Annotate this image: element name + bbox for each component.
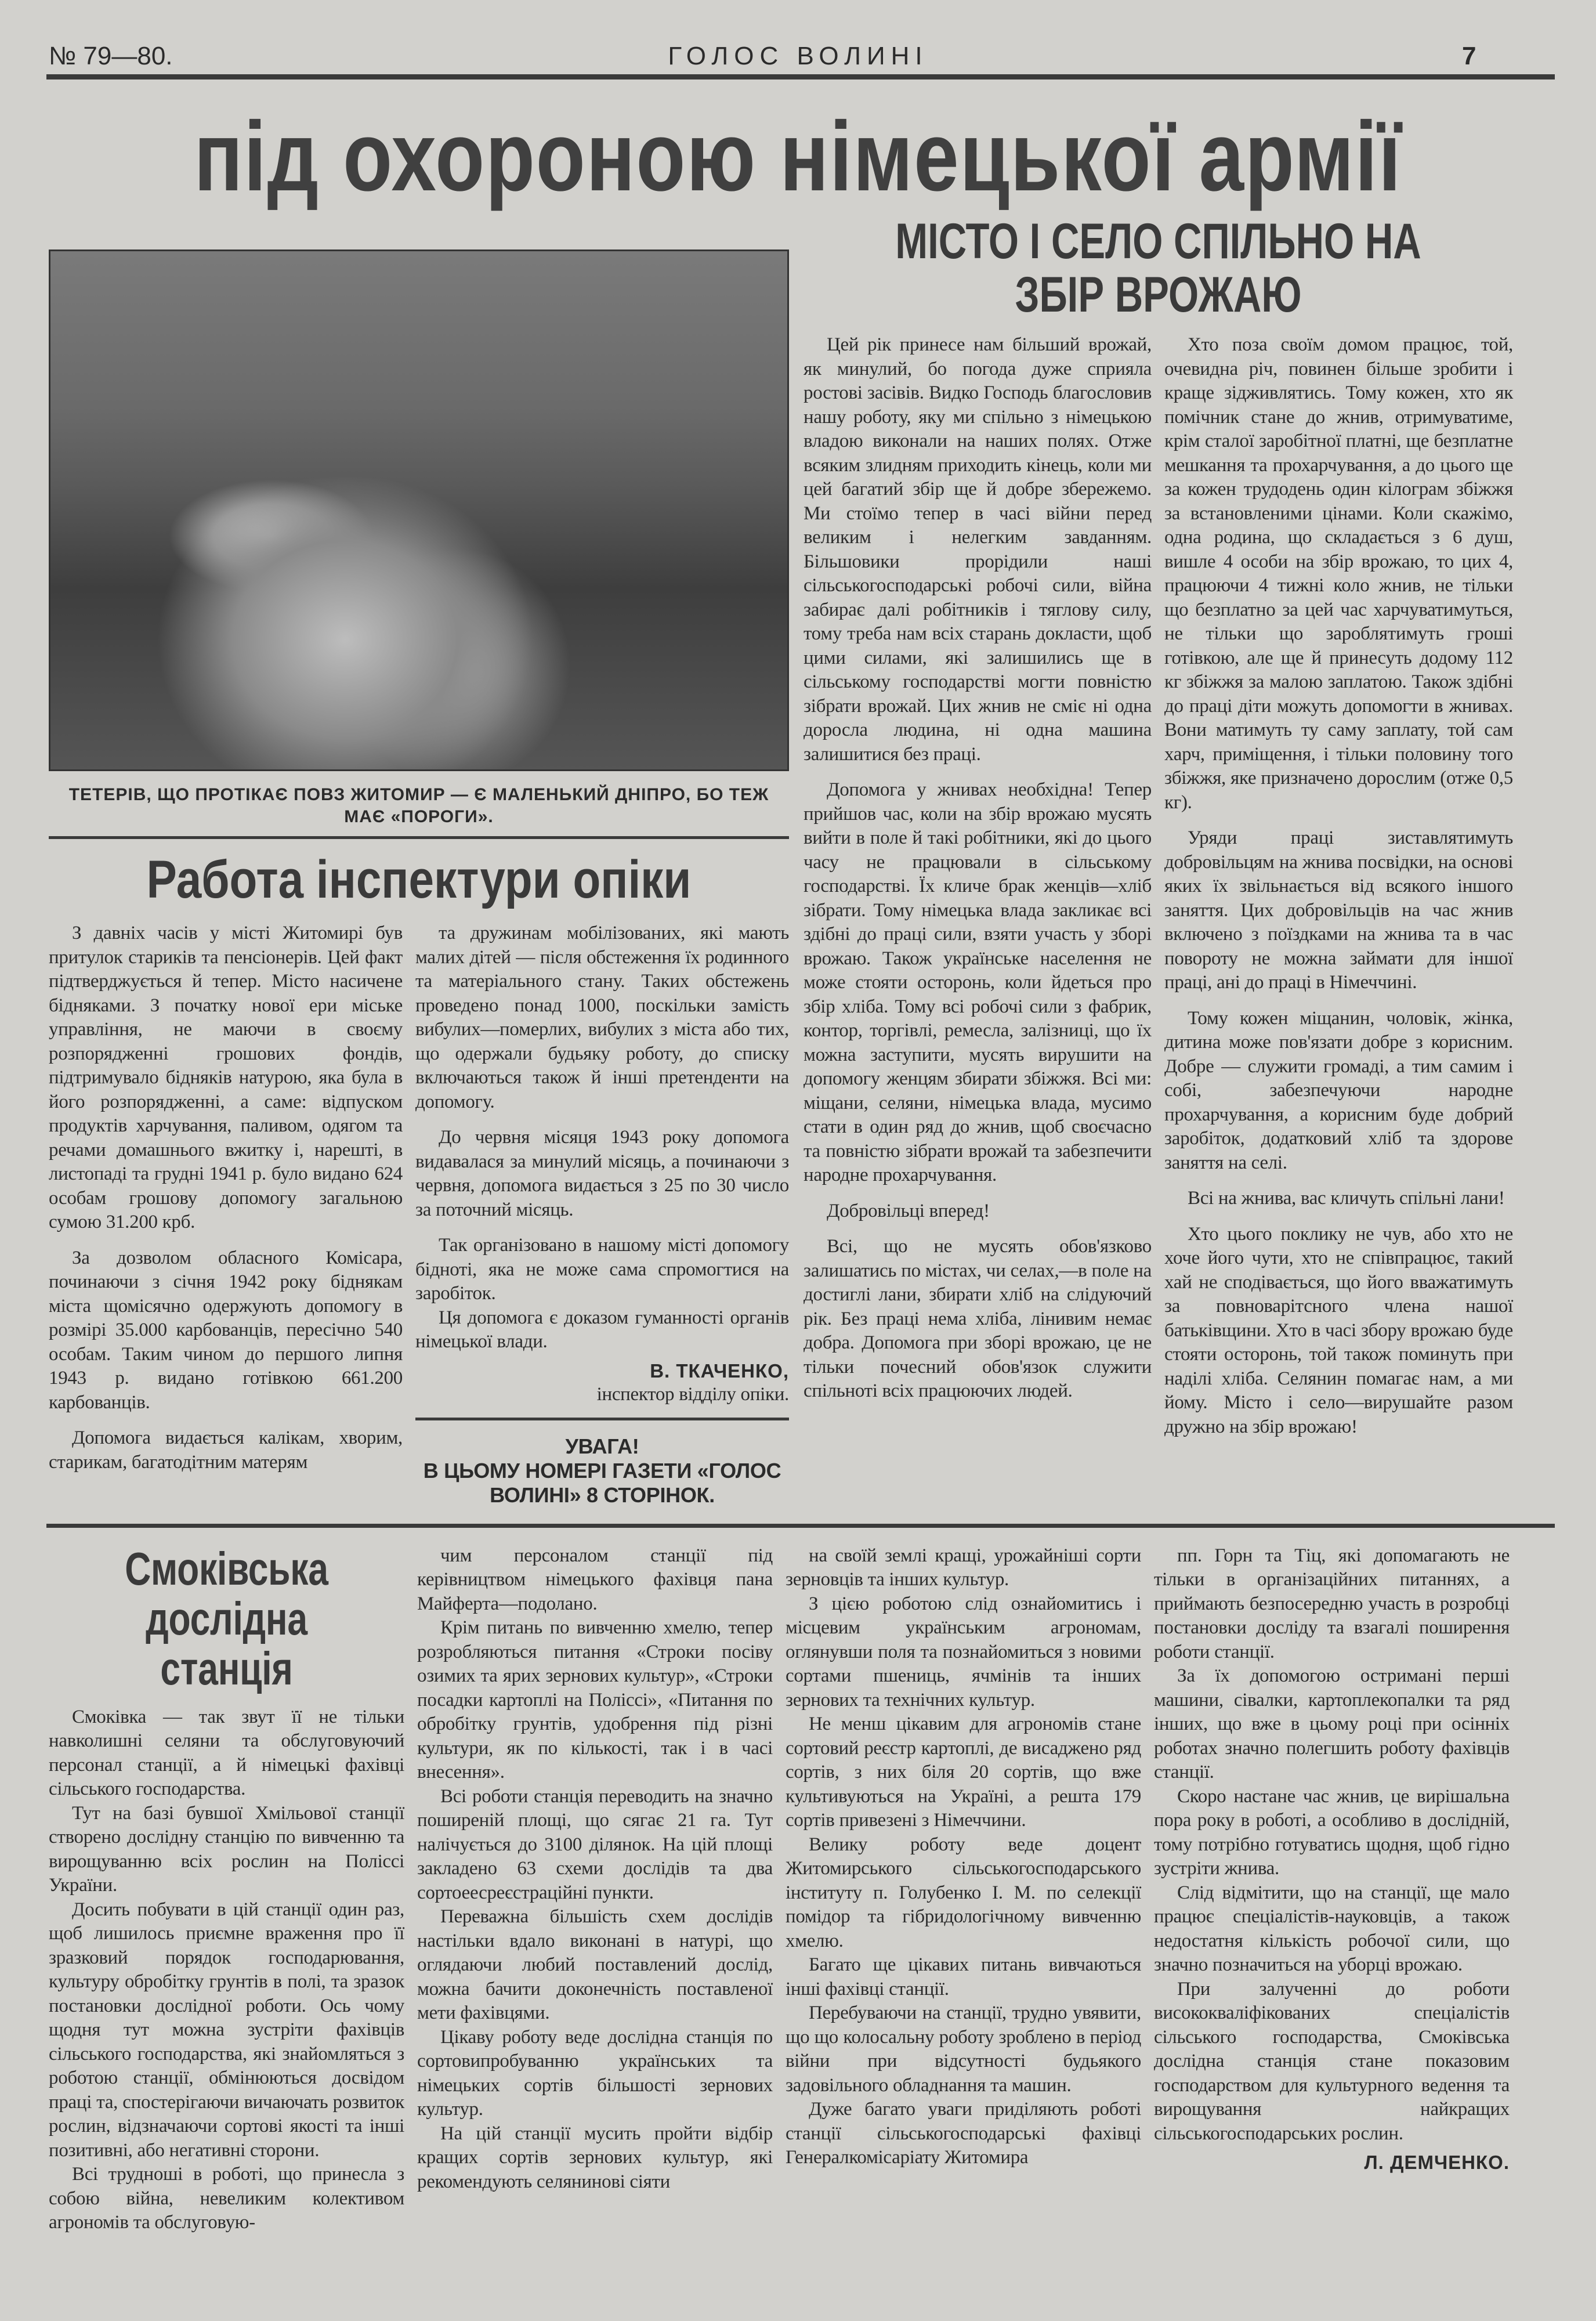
paragraph: чим персоналом станції під керівництвом німецького фахівця пана Майферта—подолано. — [417, 1545, 773, 1614]
page-number: 7 — [1462, 42, 1476, 70]
paragraph: Хто цього поклику не чув, або хто не хоче його чути, хто не співпрацює, такий хай не сподівається, що його вважатимуть за повноварітсного члена нашої батьківщини. Хто в часі збору врожаю буде стояти осторонь, той також поминуть при наділі хліба. Селянин помагає нам, а ми йому. Місто і село—вирушайте разом дружно на збір врожаю! — [1164, 1223, 1513, 1437]
paragraph: Всі трудноші в роботі, що принесла з собою війна, невеликим колективом агрономів та обслуговую- — [49, 2164, 404, 2233]
notice-box — [415, 1434, 789, 1507]
paragraph: Всі, що не мусять обов'язково залишатись по містах, чи селах,—в поле на достиглі лани, збирати хліб на слідуючий рік. Без праці нема хліба, лінивим немає добра. Допомога при зборі врожаю, це не тільки почесний обов'язок служити спільноті всіх працюючих людей. — [804, 1236, 1152, 1401]
paragraph: Уряди праці зиставлятимуть добровільцям на жнива посвідки, на основі яких їх звільнається від всякого іншого заняття. Цих добровільців на час жнив включено з поїздками на жнива та в час повороту не можна займати для іншої праці, ані до праці в Німеччині. — [1164, 827, 1513, 993]
section-rule — [46, 1524, 1555, 1528]
masthead-rule — [46, 74, 1555, 79]
paragraph: Досить побувати в цій станції один раз, щоб лишилось приємне враження про її зразковий порядок господарювання, культуру обробітку грунтів в полі, та зразок постановки дослідної роботи. Ось чому щодня тут можна зустріти фахівців сільського господарства, які знайомляться з роботою станції, обмінюються досвідом праці та, спостерігаючи вичаючать розвиток рослин, відзначаючи сортові якості та інші позитивні, або негативні сторони. — [49, 1899, 404, 2161]
bottom-section — [49, 1544, 1513, 2253]
article-column — [415, 921, 789, 1507]
paragraph: пп. Горн та Тіц, які допомагають не тільки в організаційних питаннях, а приймають безпосередню участь в розробці постановки досліду та взагалі поширення роботи станції. — [1154, 1545, 1510, 1662]
paragraph: Добровільці вперед! — [827, 1200, 990, 1221]
newspaper-title: ГОЛОС ВОЛИНІ — [668, 42, 928, 70]
article-column — [786, 1544, 1141, 2170]
author-title: інспектор відділу опіки. — [596, 1384, 789, 1405]
paragraph: На цій станції мусить пройти відбір кращих сортів зернових культур, які рекомендують селянинові сіяти — [417, 2123, 773, 2192]
paragraph: Цікаву роботу веде дослідна станція по сортовипробуванню українських та німецьких сортів більшості зернових культур. — [417, 2026, 773, 2120]
paragraph: Всі роботи станція переводить на значно поширеній площі, що сягає 21 га. Тут налічується до 3100 ділянок. На цій площі закладено 63 схеми дослідів та два сортоеесреєстраційні пункти. — [417, 1785, 773, 1903]
paragraph: Скоро настане час жнив, це вирішальна пора року в роботі, а особливо в дослідній, тому потрібно готуватись щодня, щоб гідно зустріти жнива. — [1154, 1785, 1510, 1879]
article-title: МІСТО І СЕЛО СПІЛЬНО НА ЗБІР ВРОЖАЮ — [895, 214, 1421, 323]
paragraph: Багато ще цікавих питань вивчаються інші фахівці станції. — [786, 1954, 1141, 2000]
paragraph: Допомога видається калікам, хворим, старикам, багатодітним матерям — [49, 1427, 403, 1473]
paragraph: До червня місяця 1943 року допомога видавалася за минулий місяць, а починаючи з червня, допомога видається з 25 по 30 число за поточний місяць. — [415, 1127, 789, 1220]
banner-headline: під охороною німецької армії — [194, 102, 1402, 212]
river-photo — [49, 250, 789, 771]
paragraph: Переважна більшість схем дослідів настільки вдало виконані в натурі, що оглядаючи любий поставлений дослід, можна бачити доконечність поставленої мети фахівцями. — [417, 1906, 773, 2023]
left-block — [49, 215, 789, 1507]
article-column — [417, 1544, 773, 2195]
paragraph: Дуже багато уваги приділяють роботі станції сільськогосподарські фахівці Генералкомісаріату Житомира — [786, 2099, 1141, 2168]
paragraph: на своїй землі кращі, урожайніші сорти зерновців та інших культур. — [786, 1545, 1141, 1590]
divider — [49, 836, 789, 839]
paragraph: Не менш цікавим для агрономів стане сортовий реєстр картоплі, де висаджено ряд сортів, з них біля 20 сортів, що вже культивуються на Україні, а решта 179 сортів привезені з Німеччини. — [786, 1713, 1141, 1831]
notice-heading: УВАГА! — [565, 1434, 639, 1458]
paragraph: Хто поза своїм домом працює, той, очевидна річ, повинен більше зробити і краще зідживлятись. Тому кожен, хто як помічник стане до жнив, отримуватиме, крім сталої заробітної платні, ще безплатне мешкання та прохарчування, а до цього ще за кожен трудодень один кілограм збіжжя за встановленими цінами. Коли скажімо, одна родина, що складається з 6 душ, вишле 4 особи на збір врожаю, то цих 4, працюючи 4 тижні коло жнив, не тільки що безплатно за цей час харчуватимуться, не тільки що зароблятимуть гроші готівкою, але ще й принесуть додому 112 кг збіжжя за малою заплатою. Також здібні до праці діти можуть допомогти в жнивах. Вони матимуть ту саму заплату, той сам харч, приміщення, і тільки половину того збіжжя, яке призначено дорослим (отже 0,5 кг). — [1164, 334, 1513, 813]
article-column — [1154, 1544, 1510, 2175]
author-name: Л. ДЕМЧЕНКО. — [1364, 2152, 1510, 2173]
paragraph: Ця допомога є доказом гуманності органів німецької влади. — [415, 1307, 789, 1352]
paragraph: Тому кожен міщанин, чоловік, жінка, дитина може пов'язати добре з корисним. Добре — служити громаді, а тим самим і собі, забезпечуючи народне прохарчування, а корисним буде добрий заробіток, додатковий хліб та здорове заняття на селі. — [1164, 1007, 1513, 1173]
top-section — [49, 215, 1513, 1507]
issue-number: № 79—80. — [49, 42, 173, 70]
paragraph: та дружинам мобілізованих, які мають малих дітей — після обстеження їх родинного та матеріального стану. Таких обстежень проведено понад 1000, поскільки замість вибулих—померлих, вибулих з міста або тих, що одержали будьяку роботу, до списку включаються також й інші претенденти на допомогу. — [415, 923, 789, 1112]
masthead — [0, 0, 1596, 81]
paragraph: Тут на базі бувшої Хмільової станції створено дослідну станцію по вивченню та вирощуванню всіх рослин на Поліссі України. — [49, 1802, 404, 1896]
paragraph: Велику роботу веде доцент Житомирського сільськогосподарського інституту п. Голубенко І. М. по селекції помідор та гібридологічному вивченню хмелю. — [786, 1834, 1141, 1951]
paragraph: Допомога у жнивах необхідна! Тепер прийшов час, коли на збір врожаю мусять вийти в поле й такі робітники, які до цього часу не працювали в сільському господарстві. Їх кличе брак женців—хліб зібрати. Тому німецька влада закликає всі здібні до праці сили, взяти участь у зборі врожаю. Також українське населення не може стояти осторонь, коли йдеться про збір хліба. Тому всі робочі сили з фабрик, контор, торгівлі, ремесла, залізниці, що їх можна заступити, мусять вирушити на допомогу женцям збирати збіжжя. Всі ми: міщани, селяни, німецька влада, мусимо стати в один ряд до жнив, щоб своєчасно та повністю зібрати врожай та забезпечити народне прохарчування. — [804, 779, 1152, 1185]
paragraph: Крім питань по вивченню хмелю, тепер розробляються питання «Строки посіву озимих та ярих зернових культур», «Строки посадки картоплі на Поліссі», «Питання по обробітку грунтів, удобрення під різні культури, як по кількості, так і в часі внесення». — [417, 1617, 773, 1783]
paragraph: При залученні до роботи висококваліфікованих спеціалістів сільського господарства, Смоківська дослідна станція стане показовим господарством для культурного ведення та вирощування найкращих сільськогосподарських рослин. — [1154, 1978, 1510, 2144]
paragraph: З давніх часів у місті Житомирі був притулок стариків та пенсіонерів. Цей факт підтверджується й тепер. Місто насичене бідняками. З початку нової ери міське управління, не маючи в своєму розпорядженні грошових фондів, підтримувало бідняків натурою, яка була в його розпорядженні, а саме: відпуском продуктів харчування, паливом, одягом та речами домашнього вжитку і, нарешті, в листопаді та грудні 1941 р. було видано 624 особам грошову допомогу загальною сумою 31.200 крб. — [49, 923, 403, 1232]
article-title: Смоківська дослідна станція — [125, 1542, 328, 1694]
paragraph: Так організовано в нашому місті допомогу бідноті, яка не може сама спромогтися на заробіток. — [415, 1235, 789, 1304]
paragraph: За дозволом обласного Комісара, починаючи з січня 1942 року біднякам міста щомісячно одержують допомогу в розмірі 35.000 карбованців, пересічно 540 особам. Таким чином до першого липня 1943 р. видано готівкою 661.200 карбованців. — [49, 1247, 403, 1413]
photo-caption: ТЕТЕРІВ, ЩО ПРОТІКАЄ ПОВЗ ЖИТОМИР — Є МАЛЕНЬКИЙ ДНІПРО, БО ТЕЖ МАЄ «ПОРОГИ». — [68, 785, 769, 826]
paragraph: Смоківка — так звут її не тільки навколишні селяни та обслуговуючий персонал станції, а й німецькі фахівці сільського господарства. — [49, 1706, 404, 1799]
paragraph: За їх допомогою остримані перші машини, сівалки, картоплекопалки та ряд інших, що вже в цьому році при осінніх роботах значно полегшить роботу фахівців станції. — [1154, 1665, 1510, 1783]
article-column — [49, 1544, 404, 2235]
article-title: Работа інспектури опіки — [146, 850, 692, 909]
paragraph: Слід відмітити, що на станції, ще мало працює спеціалістів-науковців, а також недостатня кількість робочої сили, що значно позначиться на уборці врожаю. — [1154, 1882, 1510, 1975]
right-block — [804, 215, 1513, 1507]
divider — [415, 1418, 789, 1420]
article-column — [1164, 333, 1513, 1439]
article-column — [49, 921, 403, 1474]
paragraph: Перебуваючи на станції, трудно увявити, що що колосальну роботу зроблено в період війни при відсутності будьякого задовільного обладнання та машин. — [786, 2002, 1141, 2096]
notice-text: В ЦЬОМУ НОМЕРІ ГАЗЕТИ «ГОЛОС ВОЛИНІ» 8 СТОРІНОК. — [423, 1458, 781, 1507]
article-column — [804, 333, 1152, 1404]
author-name: В. ТКАЧЕНКО, — [650, 1360, 789, 1382]
paragraph: Всі на жнива, вас кличуть спільні лани! — [1188, 1188, 1505, 1209]
paragraph: Цей рік принесе нам більший врожай, як минулий, бо погода дуже сприяла ростові засівів. Видко Господь благословив нашу роботу, яку ми спільно з німецькою владою виконали на наших полях. Отже всяким злидням приходить кінець, коли ми цей багатий збір ще й добре збережемо. Ми стоїмо тепер в часі війни перед великим і нелегким завданням. Більшовики прорідили наші сільськогосподарські робочі сили, війна забирає далі робітників і тяглову силу, тому треба нам всіх старань докласти, щоб цими силами, які залишились ще в сільському господарстві могти повністю зібрати врожай. Цих жнив не сміє ні одна доросла людина, ні одна машина залишитися без праці. — [804, 334, 1152, 765]
banner — [0, 81, 1596, 215]
paragraph: З цією роботою слід ознайомитись і місцевим українським агрономам, оглянувши поля та познайомиться з новими сортами пшениць, ячмінів та інших зернових та технічних культур. — [786, 1593, 1141, 1711]
